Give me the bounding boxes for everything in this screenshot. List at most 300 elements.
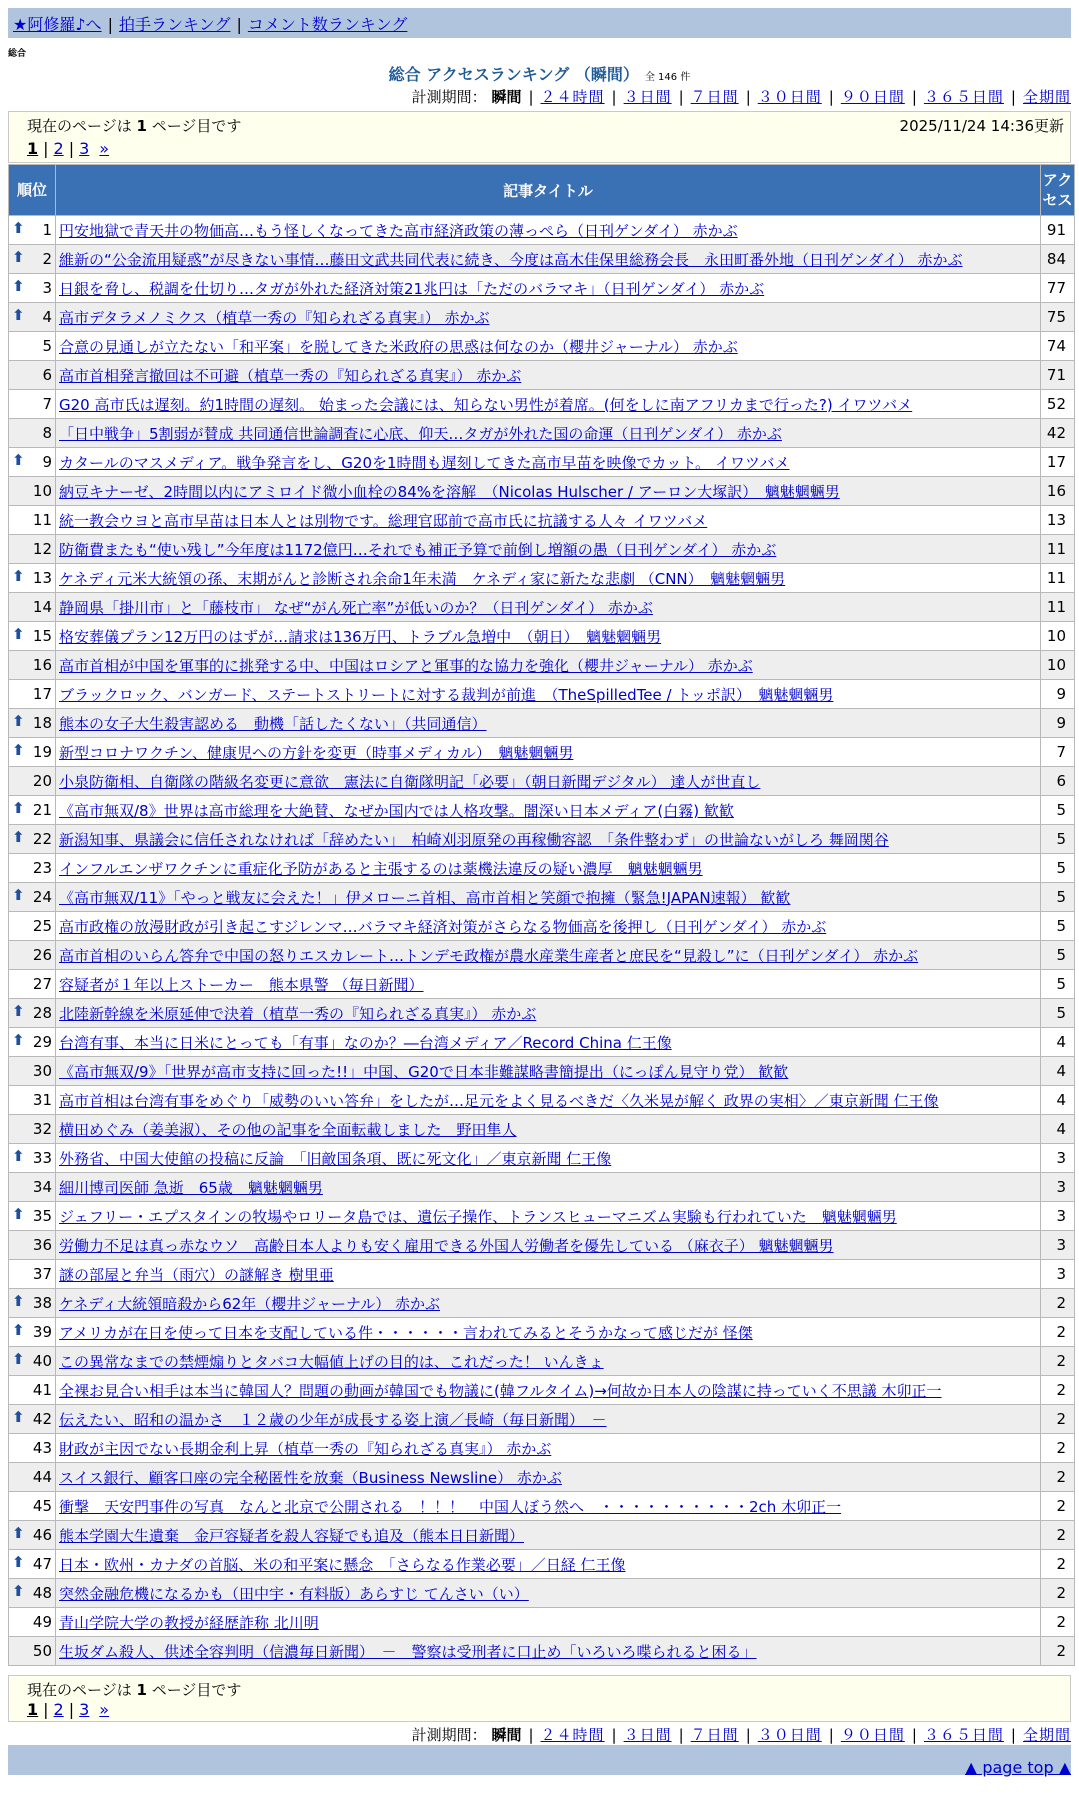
rank-up-arrow-icon: ⬆ [12,1582,25,1600]
pager-bottom: 1 | 2 | 3 » [27,1700,110,1719]
access-count: 16 [1041,477,1074,505]
title-cell [56,622,1040,650]
rank-cell [9,1463,55,1491]
clap-ranking-link[interactable]: 拍手ランキング [118,15,231,34]
table-header-row [9,165,1074,215]
bottom-bar [8,1745,1071,1775]
rank-cell [9,1260,55,1288]
access-count: 5 [1041,912,1074,940]
table-row [9,448,1074,476]
title-cell [56,1086,1040,1114]
rank-cell [9,361,55,389]
rank-number: 14 [32,598,52,616]
table-row [9,1028,1074,1056]
article-link[interactable]: G20 高市氏は遅刻。約1時間の遅刻。 始まった会議には、知らない男性が着席。(何をしに南アフリカまで行った?) イワツバメ [59,395,913,414]
rank-cell [9,1318,55,1346]
title-cell [56,1260,1040,1288]
home-link[interactable]: ★阿修羅♪へ [13,15,102,34]
pager-current: 1 [27,1700,39,1719]
table-row [9,1115,1074,1143]
table-row [9,941,1074,969]
rank-number: 5 [42,337,52,355]
table-row [9,1086,1074,1114]
rank-number: 26 [32,946,52,964]
title-cell [56,1173,1040,1201]
table-row [9,332,1074,360]
page-title-line [0,62,1079,85]
article-link[interactable]: 維新の“公金流用疑惑”が尽きない事情…藤田文武共同代表に続き、今度は高木佳保里総務会長 永田町番外地（日刊ゲンダイ） 赤かぶ [59,250,963,269]
table-row [9,1057,1074,1085]
access-count: 5 [1041,941,1074,969]
table-row [9,1405,1074,1433]
period-link-365d[interactable]: ３６５日間 [923,1726,1004,1744]
pager-page-3[interactable]: 3 [79,139,90,158]
rank-number: 16 [32,656,52,674]
period-link-3d[interactable]: ３日間 [623,88,672,106]
access-header: アクセス [1041,165,1074,215]
rank-up-arrow-icon: ⬆ [12,1350,25,1368]
rank-up-arrow-icon: ⬆ [12,625,25,643]
access-count: 2 [1041,1521,1074,1549]
period-link-90d[interactable]: ９０日間 [840,1726,905,1744]
article-link[interactable]: ブラックロック、バンガード、ステートストリートに対する裁判が前進 （TheSpilledTee / トッポ訳） 魑魅魍魎男 [59,685,834,704]
rank-number: 28 [32,1004,52,1022]
rank-number: 9 [42,453,52,471]
article-link[interactable]: 《高市無双/8》世界は高市総理を大絶賛、なぜか国内では人格攻撃。闇深い日本メディア(白霧) 歓歓 [59,801,734,820]
article-link[interactable]: 静岡県「掛川市」と「藤枝市」 なぜ“がん死亡率”が低いのか？（日刊ゲンダイ） 赤かぶ [59,598,653,617]
access-count: 52 [1041,390,1074,418]
article-link[interactable]: 熊本の女子大生殺害認める 動機「話したくない」（共同通信） [59,714,487,733]
access-count: 4 [1041,1028,1074,1056]
article-link[interactable]: 日本・欧州・カナダの首脳、米の和平案に懸念 「さらなる作業必要」／日経 仁王像 [59,1555,626,1574]
rank-cell [9,1405,55,1433]
rank-cell [9,1434,55,1462]
article-link[interactable]: 伝えたい、昭和の温かさ １２歳の少年が成長する姿上演／長崎（毎日新聞） － [59,1410,607,1429]
rank-number: 34 [32,1178,52,1196]
page-top-link[interactable]: ▲ page top ▲ [964,1758,1071,1777]
title-cell [56,1434,1040,1462]
title-cell [56,1608,1040,1636]
page-info-bottom [27,1679,241,1700]
article-link[interactable]: この異常なまでの禁煙煽りとタバコ大幅値上げの目的は、これだった！ いんきょ [59,1352,604,1371]
title-cell [56,825,1040,853]
title-cell [56,361,1040,389]
rank-number: 8 [42,424,52,442]
article-link[interactable]: 小泉防衛相、自衛隊の階級名変更に意欲 憲法に自衛隊明記「必要」（朝日新聞デジタル） 達人が世直し [59,772,761,791]
table-row [9,1521,1074,1549]
table-row [9,651,1074,679]
rank-up-arrow-icon: ⬆ [12,219,25,237]
article-link[interactable]: 台湾有事、本当に日米にとっても「有事」なのか？―台湾メディア／Record China 仁王像 [59,1033,672,1052]
article-link[interactable]: インフルエンザワクチンに重症化予防があると主張するのは薬機法違反の疑い濃厚 魑魅魍魎男 [59,859,703,878]
title-cell [56,1579,1040,1607]
access-count: 4 [1041,1086,1074,1114]
article-link[interactable]: 円安地獄で青天井の物価高…もう怪しくなってきた高市経済政策の薄っぺら（日刊ゲンダイ） 赤かぶ [59,221,738,240]
rank-cell [9,1521,55,1549]
access-count: 4 [1041,1115,1074,1143]
rank-number: 29 [32,1033,52,1051]
rank-number: 38 [32,1294,52,1312]
title-cell [56,506,1040,534]
article-link[interactable]: 格安葬儀プラン12万円のはずが…請求は136万円、トラブル急増中 （朝日） 魑魅魍魎男 [59,627,662,646]
title-cell [56,680,1040,708]
rank-cell [9,390,55,418]
access-count: 3 [1041,1173,1074,1201]
rank-up-arrow-icon: ⬆ [12,306,25,324]
period-link-365d[interactable]: ３６５日間 [923,88,1004,106]
rank-number: 18 [32,714,52,732]
access-count: 5 [1041,999,1074,1027]
page-info-number: 1 [136,1681,147,1699]
rank-cell [9,767,55,795]
pager-current: 1 [27,139,39,158]
rank-up-arrow-icon: ⬆ [12,1524,25,1542]
title-cell [56,941,1040,969]
period-link-7d[interactable]: ７日間 [690,1726,739,1744]
table-row [9,506,1074,534]
rank-number: 11 [32,511,52,529]
access-count: 2 [1041,1376,1074,1404]
article-link[interactable]: 横田めぐみ（姜美淑）、その他の記事を全面転載しました 野田隼人 [59,1120,517,1139]
access-count: 10 [1041,651,1074,679]
period-link-24h[interactable]: ２４時間 [540,1726,605,1744]
period-label: 計測期間： [411,88,487,106]
period-link-24h[interactable]: ２４時間 [540,88,605,106]
table-row [9,245,1074,273]
period-selector-bottom: 計測期間： 瞬間 | ２４時間 | ３日間 | ７日間 | ３０日間 | ９０日間 | ３６５日間 | 全期間 [411,1726,1071,1744]
rank-number: 22 [32,830,52,848]
title-cell [56,1057,1040,1085]
article-link[interactable]: 突然金融危機になるかも（田中宇・有料版）あらすじ てんさい（い） [59,1584,529,1603]
period-link-30d[interactable]: ３０日間 [757,1726,822,1744]
access-count: 2 [1041,1434,1074,1462]
rank-up-arrow-icon: ⬆ [12,1147,25,1165]
period-link-30d[interactable]: ３０日間 [757,88,822,106]
rank-cell [9,941,55,969]
access-count: 2 [1041,1347,1074,1375]
rank-cell [9,564,55,592]
rank-cell [9,1579,55,1607]
access-count: 9 [1041,709,1074,737]
access-count: 91 [1041,216,1074,244]
rank-number: 32 [32,1120,52,1138]
access-count: 2 [1041,1550,1074,1578]
title-cell [56,593,1040,621]
access-count: 10 [1041,622,1074,650]
rank-number: 2 [42,250,52,268]
table-row [9,1202,1074,1230]
rank-cell [9,274,55,302]
title-cell [56,332,1040,360]
rank-number: 43 [32,1439,52,1457]
rank-cell [9,680,55,708]
article-link[interactable]: ジェフリー・エプスタインの牧場やロリータ島では、遺伝子操作、トランスヒューマニズム実験も行われていた 魑魅魍魎男 [59,1207,897,1226]
article-link[interactable]: 新潟知事、県議会に信任されなければ「辞めたい」 柏崎刈羽原発の再稼働容認 「条件整わず」の世論ないがしろ 舞岡関谷 [59,830,889,849]
table-row [9,1579,1074,1607]
table-row [9,1492,1074,1520]
access-count: 77 [1041,274,1074,302]
article-link[interactable]: 合意の見通しが立たない「和平案」を脱してきた米政府の思惑は何なのか（櫻井ジャーナル） 赤かぶ [59,337,738,356]
period-link-90d[interactable]: ９０日間 [840,88,905,106]
article-link[interactable]: 納豆キナーゼ、2時間以内にアミロイド微小血栓の84%を溶解 （Nicolas Hulscher / アーロン大塚訳） 魑魅魍魎男 [59,482,840,501]
title-cell [56,738,1040,766]
title-cell [56,912,1040,940]
rank-cell [9,1376,55,1404]
top-nav [8,8,1071,38]
title-cell [56,1347,1040,1375]
article-link[interactable]: 《高市無双/9》「世界が高市支持に回った!!」中国、G20で日本非難謀略書簡提出（にっぽん見守り党） 歓歓 [59,1062,789,1081]
rank-cell [9,419,55,447]
pager-next[interactable]: » [99,139,110,158]
rank-up-arrow-icon: ⬆ [12,741,25,759]
title-cell [56,419,1040,447]
rank-up-arrow-icon: ⬆ [12,712,25,730]
table-row [9,912,1074,940]
title-cell [56,303,1040,331]
table-row [9,796,1074,824]
rank-number: 47 [32,1555,52,1573]
title-cell [56,1115,1040,1143]
table-row [9,622,1074,650]
table-row [9,593,1074,621]
access-count: 42 [1041,419,1074,447]
rank-up-arrow-icon: ⬆ [12,886,25,904]
rank-up-arrow-icon: ⬆ [12,1205,25,1223]
page-info-panel-bottom [8,1675,1071,1722]
table-row [9,825,1074,853]
rank-number: 40 [32,1352,52,1370]
table-row [9,738,1074,766]
article-link[interactable]: アメリカが在日を使って日本を支配している件・・・・・・言われてみるとそうかなって感じだが 怪傑 [59,1323,753,1342]
pager-next[interactable]: » [99,1700,110,1719]
rank-cell [9,535,55,563]
rank-cell [9,506,55,534]
pager-top: 1 | 2 | 3 » [27,139,110,158]
article-link[interactable]: 《高市無双/11》「やっと戦友に会えた！」伊メローニ首相、高市首相と笑顔で抱擁（緊急!JAPAN速報） 歓歓 [59,888,791,907]
rank-up-arrow-icon: ⬆ [12,828,25,846]
period-link-all[interactable]: 全期間 [1022,88,1071,106]
article-link[interactable]: 生坂ダム殺人、供述全容判明（信濃毎日新聞） － 警察は受刑者に口止め「いろいろ喋られると困る」 [59,1642,757,1661]
nav-sep: | [107,15,113,34]
table-row [9,883,1074,911]
rank-cell [9,1550,55,1578]
pager-page-2[interactable]: 2 [53,1700,64,1719]
item-count: 全 146 件 [644,72,691,83]
title-cell [56,535,1040,563]
rank-up-arrow-icon: ⬆ [12,1408,25,1426]
article-link[interactable]: 全裸お見合い相手は本当に韓国人？問題の動画が韓国でも物議に(韓フルタイム)→何故か日本人の陰謀に持っていく不思議 木卯正一 [59,1381,942,1400]
article-link[interactable]: 北陸新幹線を米原延伸で決着（植草一秀の『知られざる真実』） 赤かぶ [59,1004,537,1023]
title-cell [56,477,1040,505]
access-count: 3 [1041,1260,1074,1288]
rank-cell [9,1492,55,1520]
rank-cell [9,912,55,940]
access-count: 74 [1041,332,1074,360]
nav-sep: | [236,15,242,34]
table-row [9,709,1074,737]
rank-up-arrow-icon: ⬆ [12,799,25,817]
table-row [9,1347,1074,1375]
article-link[interactable]: 高市デタラメノミクス（植草一秀の『知られざる真実』） 赤かぶ [59,308,490,327]
pager-page-2[interactable]: 2 [53,139,64,158]
table-row [9,564,1074,592]
article-link[interactable]: 容疑者が１年以上ストーカー 熊本県警 （毎日新聞） [59,975,424,994]
pager-page-3[interactable]: 3 [79,1700,90,1719]
title-cell [56,564,1040,592]
rank-number: 50 [32,1642,52,1660]
period-label: 計測期間： [411,1726,487,1744]
title-cell [56,216,1040,244]
rank-cell [9,970,55,998]
title-cell [56,448,1040,476]
article-link[interactable]: 防衛費またも“使い残し”今年度は1172億円…それでも補正予算で前倒し増額の愚（日刊ゲンダイ） 赤かぶ [59,540,777,559]
title-cell [56,1289,1040,1317]
rank-cell [9,622,55,650]
table-row [9,1289,1074,1317]
title-cell [56,390,1040,418]
table-row [9,1637,1074,1665]
page-title: 総合 アクセスランキング （瞬間） [388,65,639,84]
access-count: 3 [1041,1202,1074,1230]
table-row [9,854,1074,882]
rank-number: 49 [32,1613,52,1631]
access-count: 84 [1041,245,1074,273]
table-row [9,1231,1074,1259]
access-count: 2 [1041,1579,1074,1607]
rank-cell [9,1144,55,1172]
article-link[interactable]: 熊本学園大生遺棄 金戸容疑者を殺人容疑でも追及（熊本日日新聞） [59,1526,525,1545]
rank-cell [9,1115,55,1143]
access-count: 2 [1041,1405,1074,1433]
article-link[interactable]: 労働力不足は真っ赤なウソ 高齢日本人よりも安く雇用できる外国人労働者を優先している （麻衣子） 魑魅魍魎男 [59,1236,834,1255]
rank-number: 48 [32,1584,52,1602]
rank-number: 37 [32,1265,52,1283]
period-selector-top: 計測期間： 瞬間 | ２４時間 | ３日間 | ７日間 | ３０日間 | ９０日間 | ３６５日間 | 全期間 [411,88,1071,106]
comment-ranking-link[interactable]: コメント数ランキング [247,15,408,34]
article-link[interactable]: 衝撃 天安門事件の写真 なんと北京で公開される ！！！ 中国人ぼう然へ ・・・・・・・・・・2ch 木卯正一 [59,1497,842,1516]
period-link-7d[interactable]: ７日間 [690,88,739,106]
rank-number: 7 [42,395,52,413]
table-row [9,390,1074,418]
article-link[interactable]: 新型コロナワクチン、健康児への方針を変更（時事メディカル） 魑魅魍魎男 [59,743,574,762]
access-count: 3 [1041,1144,1074,1172]
rank-number: 21 [32,801,52,819]
rank-up-arrow-icon: ⬆ [12,451,25,469]
rank-cell [9,245,55,273]
rank-number: 44 [32,1468,52,1486]
article-link[interactable]: 細川博司医師 急逝 65歳 魑魅魍魎男 [59,1178,323,1197]
article-link[interactable]: 高市首相は台湾有事をめぐり「威勢のいい答弁」をしたが…足元をよく見るべきだ〈久米晃が解く 政界の実相〉／東京新聞 仁王像 [59,1091,939,1110]
table-row [9,419,1074,447]
rank-up-arrow-icon: ⬆ [12,1553,25,1571]
access-count: 2 [1041,1463,1074,1491]
rank-number: 24 [32,888,52,906]
title-cell [56,796,1040,824]
title-cell [56,1144,1040,1172]
table-row [9,1318,1074,1346]
title-cell [56,1376,1040,1404]
rank-cell [9,1347,55,1375]
access-count: 4 [1041,1057,1074,1085]
title-cell [56,999,1040,1027]
article-link[interactable]: 高市首相が中国を軍事的に挑発する中、中国はロシアと軍事的な協力を強化（櫻井ジャーナル） 赤かぶ [59,656,753,675]
access-count: 2 [1041,1289,1074,1317]
title-cell [56,1202,1040,1230]
period-link-all[interactable]: 全期間 [1022,1726,1071,1744]
rank-number: 30 [32,1062,52,1080]
rank-cell [9,1289,55,1317]
article-link[interactable]: 高市政権の放漫財政が引き起こすジレンマ…バラマキ経済対策がさらなる物価高を後押し（日刊ゲンダイ） 赤かぶ [59,917,827,936]
page-info-prefix: 現在のページは [27,1681,132,1699]
rank-up-arrow-icon: ⬆ [12,1002,25,1020]
table-row [9,303,1074,331]
table-row [9,999,1074,1027]
table-row [9,680,1074,708]
table-row [9,274,1074,302]
rank-up-arrow-icon: ⬆ [12,1321,25,1339]
article-link[interactable]: 高市首相発言撤回は不可避（植草一秀の『知られざる真実』） 赤かぶ [59,366,522,385]
article-link[interactable]: ケネディ元米大統領の孫、末期がんと診断され余命1年未満 ケネディ家に新たな悲劇 （CNN） 魑魅魍魎男 [59,569,786,588]
article-link[interactable]: 高市首相のいらん答弁で中国の怒りエスカレート…トンデモ政権が農水産業生産者と庶民を“見殺し”に（日刊ゲンダイ） 赤かぶ [59,946,919,965]
title-cell [56,1492,1040,1520]
table-row [9,1434,1074,1462]
table-row [9,477,1074,505]
access-count: 2 [1041,1608,1074,1636]
access-count: 11 [1041,535,1074,563]
access-count: 9 [1041,680,1074,708]
rank-number: 17 [32,685,52,703]
access-count: 5 [1041,883,1074,911]
rank-cell [9,448,55,476]
title-cell [56,651,1040,679]
article-link[interactable]: スイス銀行、顧客口座の完全秘匿性を放棄（Business Newsline） 赤かぶ [59,1468,562,1487]
access-count: 2 [1041,1318,1074,1346]
page-info-suffix: ページ目です [151,117,242,135]
page-info-panel-top [8,111,1071,163]
access-count: 11 [1041,564,1074,592]
table-row [9,1463,1074,1491]
table-row [9,1173,1074,1201]
period-link-3d[interactable]: ３日間 [623,1726,672,1744]
article-link[interactable]: 日銀を脅し、税調を仕切り…タガが外れた経済対策21兆円は「ただのバラマキ」（日刊ゲンダイ） 赤かぶ [59,279,765,298]
title-cell [56,709,1040,737]
rank-cell [9,216,55,244]
article-link[interactable]: 財政が主因でない長期金利上昇（植草一秀の『知られざる真実』） 赤かぶ [59,1439,552,1458]
rank-number: 46 [32,1526,52,1544]
rank-cell [9,1202,55,1230]
article-link[interactable]: 青山学院大学の教授が経歴詐称 北川明 [59,1613,319,1632]
article-link[interactable]: カタールのマスメディア。戦争発言をし、G20を1時間も遅刻してきた高市早苗を映像でカット。 イワツバメ [59,453,790,472]
access-count: 75 [1041,303,1074,331]
rank-cell [9,883,55,911]
article-link[interactable]: 外務省、中国大使館の投稿に反論 「旧敵国条項、既に死文化」／東京新聞 仁王像 [59,1149,612,1168]
article-link[interactable]: ケネディ大統領暗殺から62年（櫻井ジャーナル） 赤かぶ [59,1294,441,1313]
page-info-prefix: 現在のページは [27,117,132,135]
title-cell [56,854,1040,882]
title-cell [56,1231,1040,1259]
access-count: 5 [1041,796,1074,824]
article-link[interactable]: 「日中戦争」5割弱が賛成 共同通信世論調査に心底、仰天…タガが外れた国の命運（日刊ゲンダイ） 赤かぶ [59,424,782,443]
rank-cell [9,1173,55,1201]
ranking-table [8,164,1075,1666]
rank-number: 23 [32,859,52,877]
article-link[interactable]: 統一教会ウヨと高市早苗は日本人とは別物です。総理官邸前で高市氏に抗議する人々 イワツバメ [59,511,708,530]
rank-cell [9,1637,55,1665]
article-link[interactable]: 謎の部屋と弁当（雨穴）の謎解き 樹里亜 [59,1265,334,1284]
rank-cell [9,825,55,853]
access-count: 3 [1041,1231,1074,1259]
title-cell [56,1463,1040,1491]
